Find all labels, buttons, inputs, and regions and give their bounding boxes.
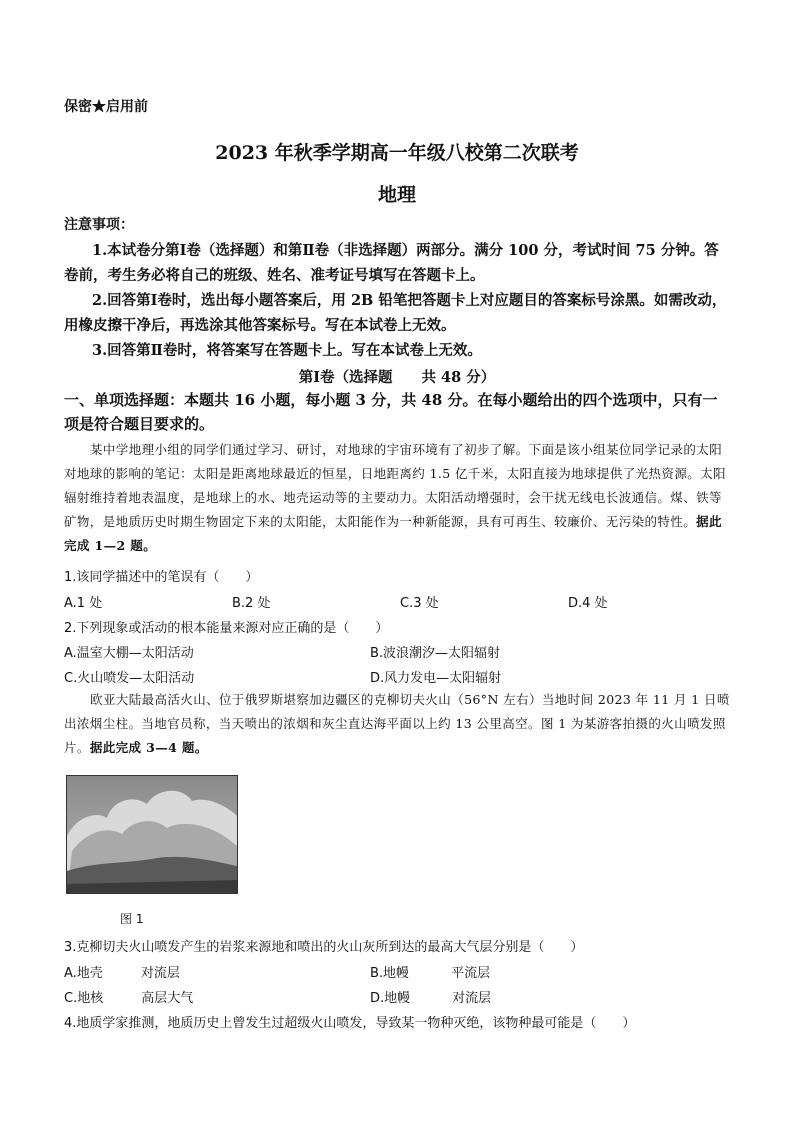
notice-item-3: 3.回答第Ⅱ卷时，将答案写在答题卡上。写在本试卷上无效。 [92, 342, 482, 359]
q1-option-d[interactable]: D.4 处 [568, 596, 608, 611]
q3-option-b-value: 平流层 [451, 966, 491, 981]
q1-option-c[interactable]: C.3 处 [400, 596, 439, 611]
q1-option-a[interactable]: A.1 处 [64, 596, 103, 611]
notice-item-1: 1.本试卷分第Ⅰ卷（选择题）和第Ⅱ卷（非选择题）两部分。满分 100 分，考试时间 75 分钟。答卷前，考生务必将自己的班级、姓名、准考证号填写在答题卡上。 [64, 242, 719, 284]
exam-title: 2023 年秋季学期高一年级八校第二次联考 [215, 142, 579, 164]
q2-option-c[interactable]: C.火山喷发—太阳活动 [64, 671, 195, 686]
q3-option-b-label: B.地幔 [370, 966, 410, 981]
volcano-photo-image [67, 776, 237, 893]
volcano-photo [66, 775, 238, 894]
q2-option-b[interactable]: B.波浪潮汐—太阳辐射 [370, 646, 501, 661]
material-2-text: 欧亚大陆最高活火山、位于俄罗斯堪察加边疆区的克柳切夫火山（56°N 左右）当地时间 2023 年 11 月 1 日喷出浓烟尘柱。当地官员称，当天喷出的浓烟和灰尘直达海平面以上约 13 公里高空。图 1 为某游客拍摄的火山喷发照片。 [64, 692, 730, 755]
q3-option-c-value: 高层大气 [141, 991, 194, 1006]
material-1 [64, 438, 730, 558]
q3-option-d[interactable] [370, 987, 491, 1006]
question-3-stem: 3.克柳切夫火山喷发产生的岩浆来源地和喷出的火山灰所到达的最高大气层分别是（ ） [64, 940, 584, 955]
q3-option-a-value: 对流层 [140, 966, 180, 981]
notice-heading: 注意事项： [64, 217, 134, 233]
question-4-stem: 4.地质学家推测，地质历史上曾发生过超级火山喷发，导致某一物种灭绝，该物种最可能是（ ） [64, 1016, 636, 1031]
q3-option-b[interactable] [370, 962, 490, 981]
q3-option-d-label: D.地幔 [370, 991, 411, 1006]
q2-option-a[interactable]: A.温室大棚—太阳活动 [64, 646, 194, 661]
subject-title: 地理 [377, 184, 416, 206]
q3-option-d-value: 对流层 [452, 991, 492, 1006]
q3-option-a[interactable] [64, 962, 180, 981]
q3-option-a-label: A.地壳 [64, 966, 103, 981]
material-1-ending: 据此完成 1—2 题。 [64, 514, 722, 553]
q2-option-d[interactable]: D.风力发电—太阳辐射 [370, 671, 502, 686]
q3-option-c-label: C.地核 [64, 991, 104, 1006]
part-heading: 第Ⅰ卷（选择题 共 48 分） [298, 369, 496, 386]
question-1-stem: 1.该同学描述中的笔误有（ ） [64, 570, 259, 585]
section-instruction: 一、单项选择题：本题共 16 小题，每小题 3 分，共 48 分。在每小题给出的四个选项中，只有一项是符合题目要求的。 [64, 391, 718, 433]
figure-caption: 图 1 [120, 912, 144, 926]
material-2 [64, 688, 730, 760]
q1-option-b[interactable]: B.2 处 [232, 596, 271, 611]
material-1-text: 某中学地理小组的同学们通过学习、研讨，对地球的宇宙环境有了初步了解。下面是该小组某位同学记录的太阳对地球的影响的笔记：太阳是距离地球最近的恒星，日地距离约 1.5 亿千米，太阳直接为地球提供了光热资源。太阳辐射维持着地表温度，是地球上的水、地壳运动等的主要动力。太阳活动增强时，会干扰无线电长波通信。煤、铁等矿物，是地质历史时期生物固定下来的太阳能，太阳能作为一种新能源，具有可再生、较廉价、无污染的特性。 [64, 442, 726, 529]
confidential-mark: 保密★启用前 [64, 99, 148, 115]
notice-item-2: 2.回答第Ⅰ卷时，选出每小题答案后，用 2B 铅笔把答题卡上对应题目的答案标号涂黑。如需改动，用橡皮擦干净后，再选涂其他答案标号。写在本试卷上无效。 [64, 292, 727, 334]
q3-option-c[interactable] [64, 987, 193, 1006]
question-2-stem: 2.下列现象或活动的根本能量来源对应正确的是（ ） [64, 621, 389, 636]
material-2-ending: 据此完成 3—4 题。 [89, 740, 208, 755]
